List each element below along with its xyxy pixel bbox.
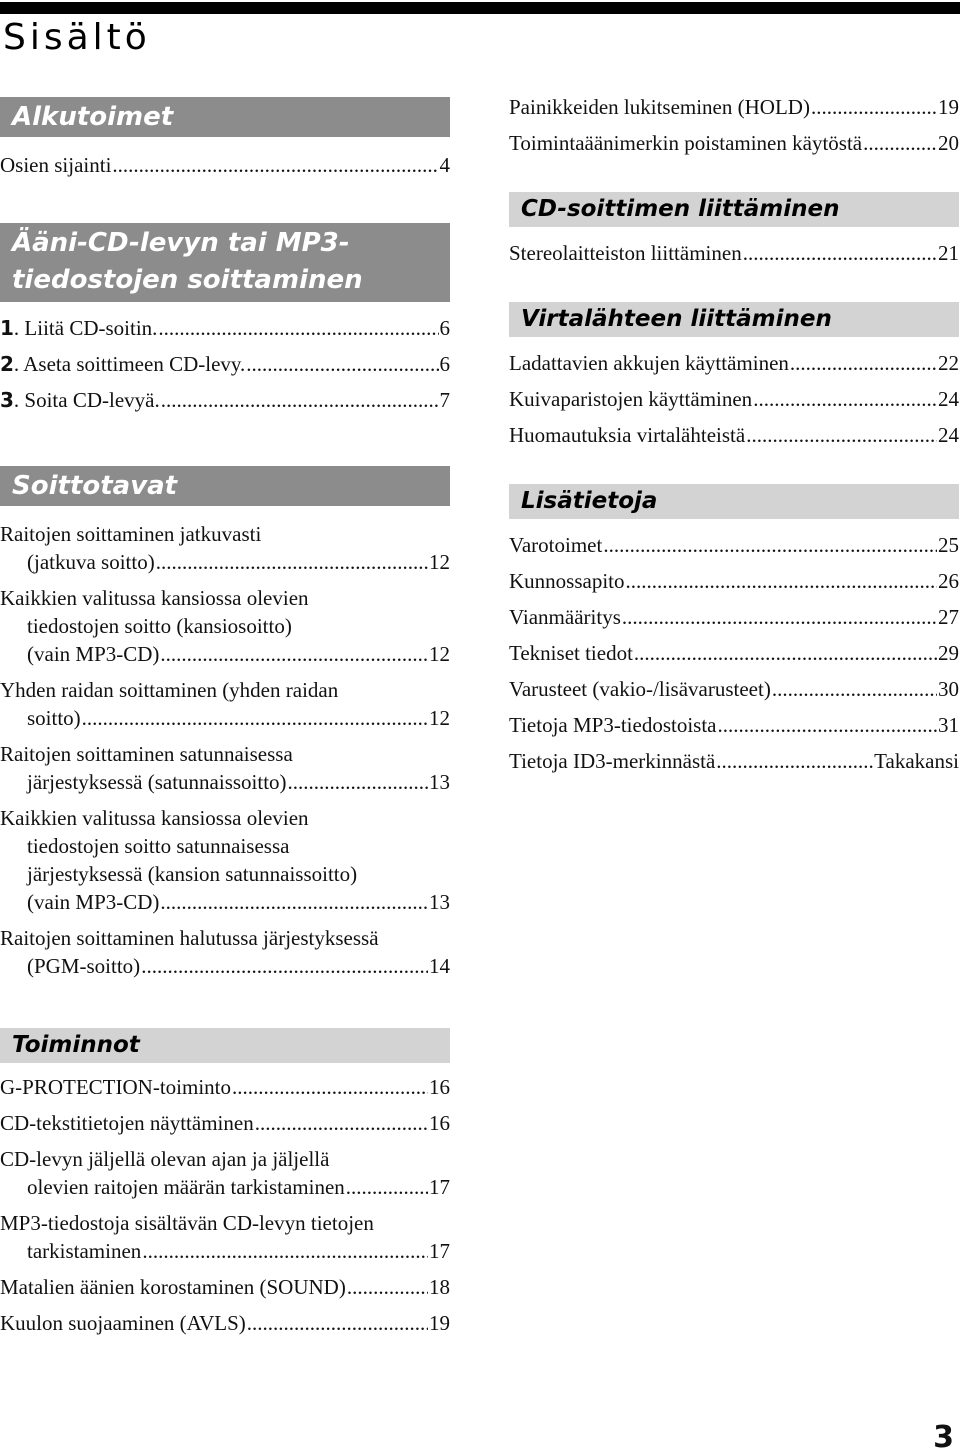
toc-entry[interactable]: Raitojen soittaminen jatkuvasti (jatkuva soitto) ..... 12: [0, 520, 450, 576]
toc-entry[interactable]: Tekniset tiedot ..... 29: [509, 639, 959, 667]
section-heading-virtalahde: Virtalähteen liittäminen: [509, 302, 959, 337]
toc-entry[interactable]: G-PROTECTION-toiminto ..... 16: [0, 1073, 450, 1101]
toc-entry[interactable]: Raitojen soittaminen halutussa järjestyksessä (PGM-soitto) ..... 14: [0, 924, 450, 980]
toc-entry[interactable]: Painikkeiden lukitseminen (HOLD) ..... 19: [509, 93, 959, 121]
toc-entry[interactable]: Matalien äänien korostaminen (SOUND) ..... 18: [0, 1273, 450, 1301]
toc-entry[interactable]: Huomautuksia virtalähteistä ..... 24: [509, 421, 959, 449]
toc-entry[interactable]: 2 . Aseta soittimeen CD-levy. ..... 6: [0, 346, 450, 382]
section-heading-soittotavat: Soittotavat: [0, 466, 450, 506]
toc-right-column: [509, 93, 959, 775]
toc-entry[interactable]: Osien sijainti ..... 4: [0, 151, 450, 179]
toc-entry[interactable]: CD-tekstitietojen näyttäminen ..... 16: [0, 1109, 450, 1137]
toc-entry[interactable]: Tietoja MP3-tiedostoista ..... 31: [509, 711, 959, 739]
toc-entry[interactable]: Kaikkien valitussa kansiossa olevien tiedostojen soitto (kansiosoitto) (vain MP3-CD) ..... 12: [0, 584, 450, 668]
section-heading-liittaminen: CD-soittimen liittäminen: [509, 192, 959, 227]
toc-entry[interactable]: CD-levyn jäljellä olevan ajan ja jäljellä olevien raitojen määrän tarkistaminen ..... 17: [0, 1145, 450, 1201]
toc-entry[interactable]: Vianmääritys ..... 27: [509, 603, 959, 631]
toc-entry[interactable]: Toimintaäänimerkin poistaminen käytöstä ..... 20: [509, 129, 959, 157]
section-heading-toiminnot: Toiminnot: [0, 1028, 450, 1063]
section-heading-alkutoimet: Alkutoimet: [0, 97, 450, 137]
toc-left-column: [0, 97, 450, 1337]
toc-entry[interactable]: Raitojen soittaminen satunnaisessa järjestyksessä (satunnaissoitto) ..... 13: [0, 740, 450, 796]
page-title: Sisältö: [3, 17, 151, 58]
toc-entry[interactable]: Varusteet (vakio-/lisävarusteet) ..... 30: [509, 675, 959, 703]
toc-entry[interactable]: Tietoja ID3-merkinnästä ..... Takakansi: [509, 747, 959, 775]
toc-entry[interactable]: MP3-tiedostoja sisältävän CD-levyn tietojen tarkistaminen ..... 17: [0, 1209, 450, 1265]
toc-entry[interactable]: Kaikkien valitussa kansiossa olevien tiedostojen soitto satunnaisessa järjestyksessä (kansion satunnaissoitto) (vain MP3-CD) ..... 13: [0, 804, 450, 916]
page-number: 3: [933, 1420, 954, 1455]
toc-entry[interactable]: Ladattavien akkujen käyttäminen ..... 22: [509, 349, 959, 377]
top-rule: [0, 2, 960, 14]
toc-entry[interactable]: Stereolaitteiston liittäminen ..... 21: [509, 239, 959, 267]
toc-entry[interactable]: 1 . Liitä CD-soitin. ..... 6: [0, 310, 450, 346]
toc-entry[interactable]: Yhden raidan soittaminen (yhden raidan soitto) ..... 12: [0, 676, 450, 732]
section-heading-lisatietoja: Lisätietoja: [509, 484, 959, 519]
toc-entry[interactable]: Varotoimet ..... 25: [509, 531, 959, 559]
toc-entry[interactable]: Kunnossapito ..... 26: [509, 567, 959, 595]
toc-entry[interactable]: Kuulon suojaaminen (AVLS) ..... 19: [0, 1309, 450, 1337]
toc-entry[interactable]: 3 . Soita CD-levyä. ..... 7: [0, 382, 450, 418]
toc-entry[interactable]: Kuivaparistojen käyttäminen ..... 24: [509, 385, 959, 413]
section-heading-soittaminen: Ääni-CD-levyn tai MP3- tiedostojen soittaminen: [0, 223, 450, 302]
